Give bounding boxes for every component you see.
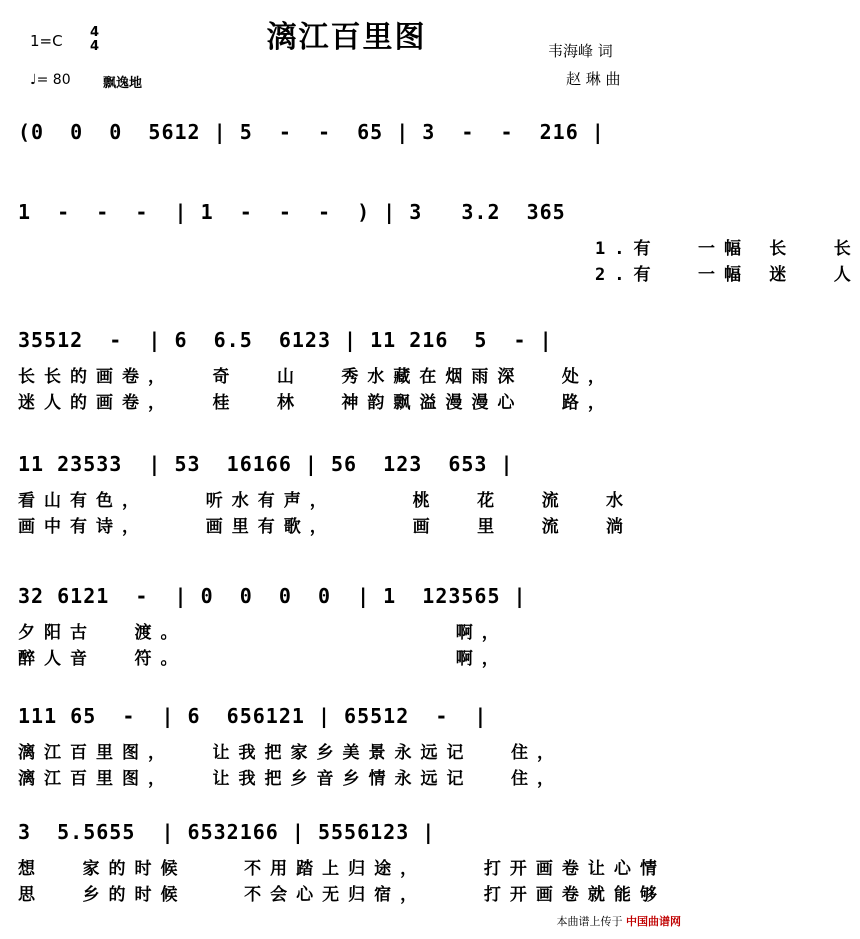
meter-bottom: 4 [90,39,100,54]
notation-line: (0 0 0 5612 | 5 - - 65 | 3 - - 216 | [18,120,605,144]
lyric-line-2: 醉人音 符。 啊， [18,649,508,669]
meter-top: 4 [90,25,100,40]
lyric-line-2: 2.有 一幅 迷 人 [18,265,860,285]
notation-line: 1 - - - | 1 - - - ) | 3 3.2 365 [18,200,566,224]
score-system-7 [0,808,693,908]
score-system-6 [0,692,693,792]
tempo-marking: ♩= 80 [30,72,71,88]
notation-line: 3 5.5655 | 6532166 | 5556123 | [18,820,436,844]
lyricist-credit: 韦海峰 词 [548,42,613,60]
lyric-line-2: 画中有诗， 画里有歌， 画 里 流 淌 [18,517,633,537]
lyric-line-1: 漓江百里图， 让我把家乡美景永远记 住， [18,743,563,763]
score-system-1 [0,112,693,152]
lyric-line-1: 想 家的时候 不用踏上归途， 打开画卷让心情 [18,859,666,879]
notation-line: 35512 - | 6 6.5 6123 | 11 216 5 - | [18,328,553,352]
score-system-3 [0,318,693,418]
score-system-5 [0,572,693,672]
time-signature [90,26,99,54]
key-signature: 1=C [30,32,63,50]
composer-credit: 赵 琳 曲 [566,70,621,88]
expression-marking: 飘逸地 [103,76,143,91]
lyric-line-2: 思 乡的时候 不会心无归宿， 打开画卷就能够 [18,885,666,905]
notation-line: 111 65 - | 6 656121 | 65512 - | [18,704,488,728]
lyric-line-1: 1.有 一幅 长 长 [18,239,860,259]
lyric-line-1: 夕阳古 渡。 啊， [18,623,508,643]
lyric-line-2: 迷人的画卷， 桂 林 神韵飘溢漫漫心 路， [18,393,614,413]
lyric-line-1: 长长的画卷， 奇 山 秀水藏在烟雨深 处， [18,367,614,387]
song-title: 漓江百里图 [266,20,427,55]
score-system-2 [0,188,860,288]
notation-line: 11 23533 | 53 16166 | 56 123 653 | [18,452,514,476]
lyric-line-1: 看山有色， 听水有声， 桃 花 流 水 [18,491,633,511]
score-system-4 [0,440,693,540]
lyric-line-2: 漓江百里图， 让我把乡音乡情永远记 住， [18,769,563,789]
upload-text: 本曲谱上传于 [556,915,623,928]
site-logo: 中国曲谱网 [626,915,681,928]
upload-footer [557,913,682,929]
notation-line: 32 6121 - | 0 0 0 0 | 1 123565 | [18,584,527,608]
